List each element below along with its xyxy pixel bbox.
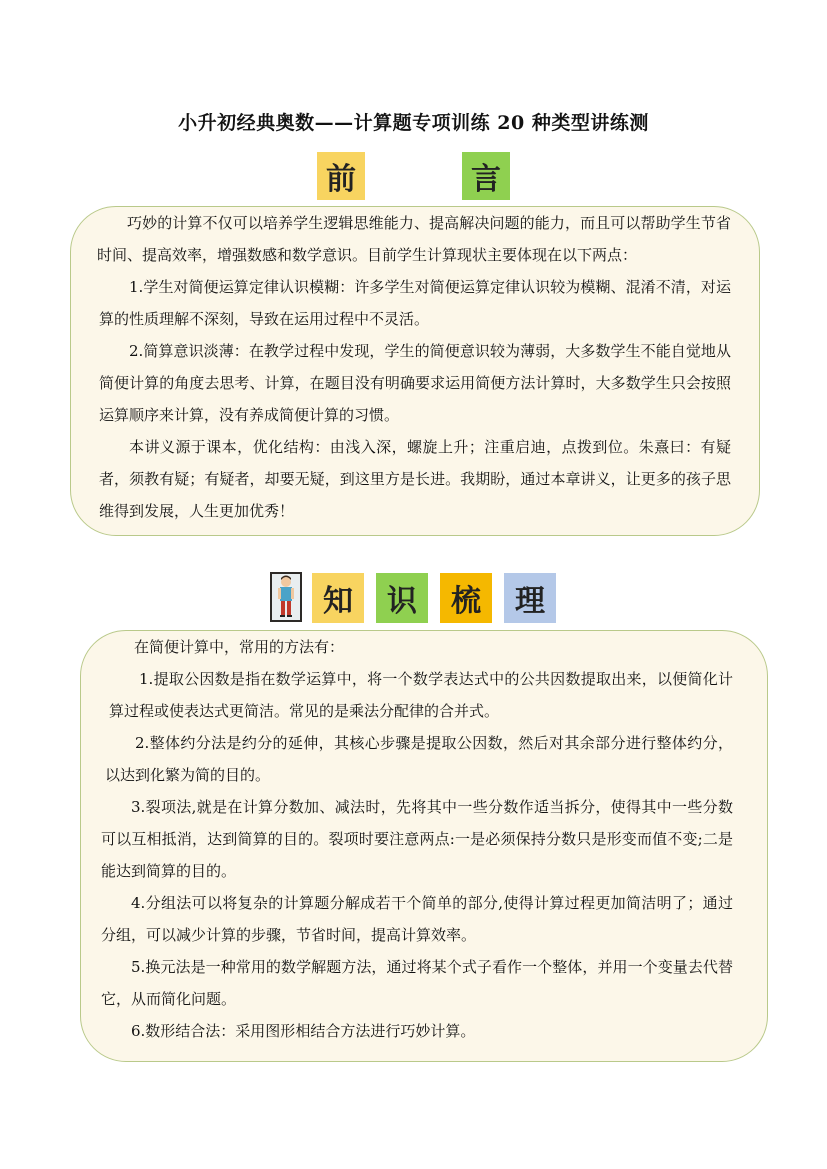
preface-paragraph-3: 2.简算意识淡薄：在教学过程中发现，学生的简便意识较为薄弱，大多数学生不能自觉地从简便计算的角度去思考、计算，在题目没有明确要求运用简便方法计算时，大多数学生只会按照运算顺序来计算，没有养成简便计算的习惯。 bbox=[99, 342, 731, 424]
knowledge-item-6: 6.数形结合法：采用图形相结合方法进行巧妙计算。 bbox=[131, 1022, 476, 1040]
knowledge-tile-2: 识 bbox=[376, 573, 428, 623]
knowledge-item-5: 5.换元法是一种常用的数学解题方法，通过将某个式子看作一个整体，并用一个变量去代替它，从而简化问题。 bbox=[101, 958, 733, 1008]
knowledge-intro: 在简便计算中，常用的方法有： bbox=[134, 638, 345, 656]
preface-paragraph-2: 1.学生对简便运算定律认识模糊：许多学生对简便运算定律认识较为模糊、混淆不清，对运算的性质理解不深刻，导致在运用过程中不灵活。 bbox=[99, 278, 731, 328]
preface-paragraph-1: 巧妙的计算不仅可以培养学生逻辑思维能力、提高解决问题的能力，而且可以帮助学生节省时间、提高效率，增强数感和数学意识。目前学生计算现状主要体现在以下两点： bbox=[97, 214, 731, 264]
preface-tile-2: 言 bbox=[462, 152, 510, 200]
document-title: 小升初经典奥数——计算题专项训练 20 种类型讲练测 bbox=[178, 112, 649, 134]
knowledge-item-3: 3.裂项法,就是在计算分数加、减法时，先将其中一些分数作适当拆分，使得其中一些分数可以互相抵消，达到简算的目的。裂项时要注意两点:一是必须保持分数只是形变而值不变;二是能达到简算的目的。 bbox=[101, 798, 733, 880]
knowledge-tile-4: 理 bbox=[504, 573, 556, 623]
knowledge-tile-3: 梳 bbox=[440, 573, 492, 623]
knowledge-box bbox=[80, 630, 768, 1062]
knowledge-item-1: 1.提取公因数是指在数学运算中，将一个数学表达式中的公共因数提取出来，以便简化计算过程或使表达式更简洁。常见的是乘法分配律的合并式。 bbox=[109, 670, 733, 720]
preface-tile-1: 前 bbox=[317, 152, 365, 200]
knowledge-item-2: 2.整体约分法是约分的延伸，其核心步骤是提取公因数，然后对其余部分进行整体约分，以达到化繁为简的目的。 bbox=[105, 734, 733, 784]
knowledge-tile-1: 知 bbox=[312, 573, 364, 623]
knowledge-item-4: 4.分组法可以将复杂的计算题分解成若干个简单的部分,使得计算过程更加简洁明了；通过分组，可以减少计算的步骤，节省时间，提高计算效率。 bbox=[101, 894, 733, 944]
preface-paragraph-4: 本讲义源于课本，优化结构：由浅入深，螺旋上升；注重启迪，点拨到位。朱熹曰：有疑者，须教有疑；有疑者，却要无疑，到这里方是长进。我期盼，通过本章讲义，让更多的孩子思维得到发展，人生更加优秀！ bbox=[99, 438, 731, 520]
student-illustration-icon bbox=[270, 572, 302, 622]
preface-box bbox=[70, 206, 760, 536]
